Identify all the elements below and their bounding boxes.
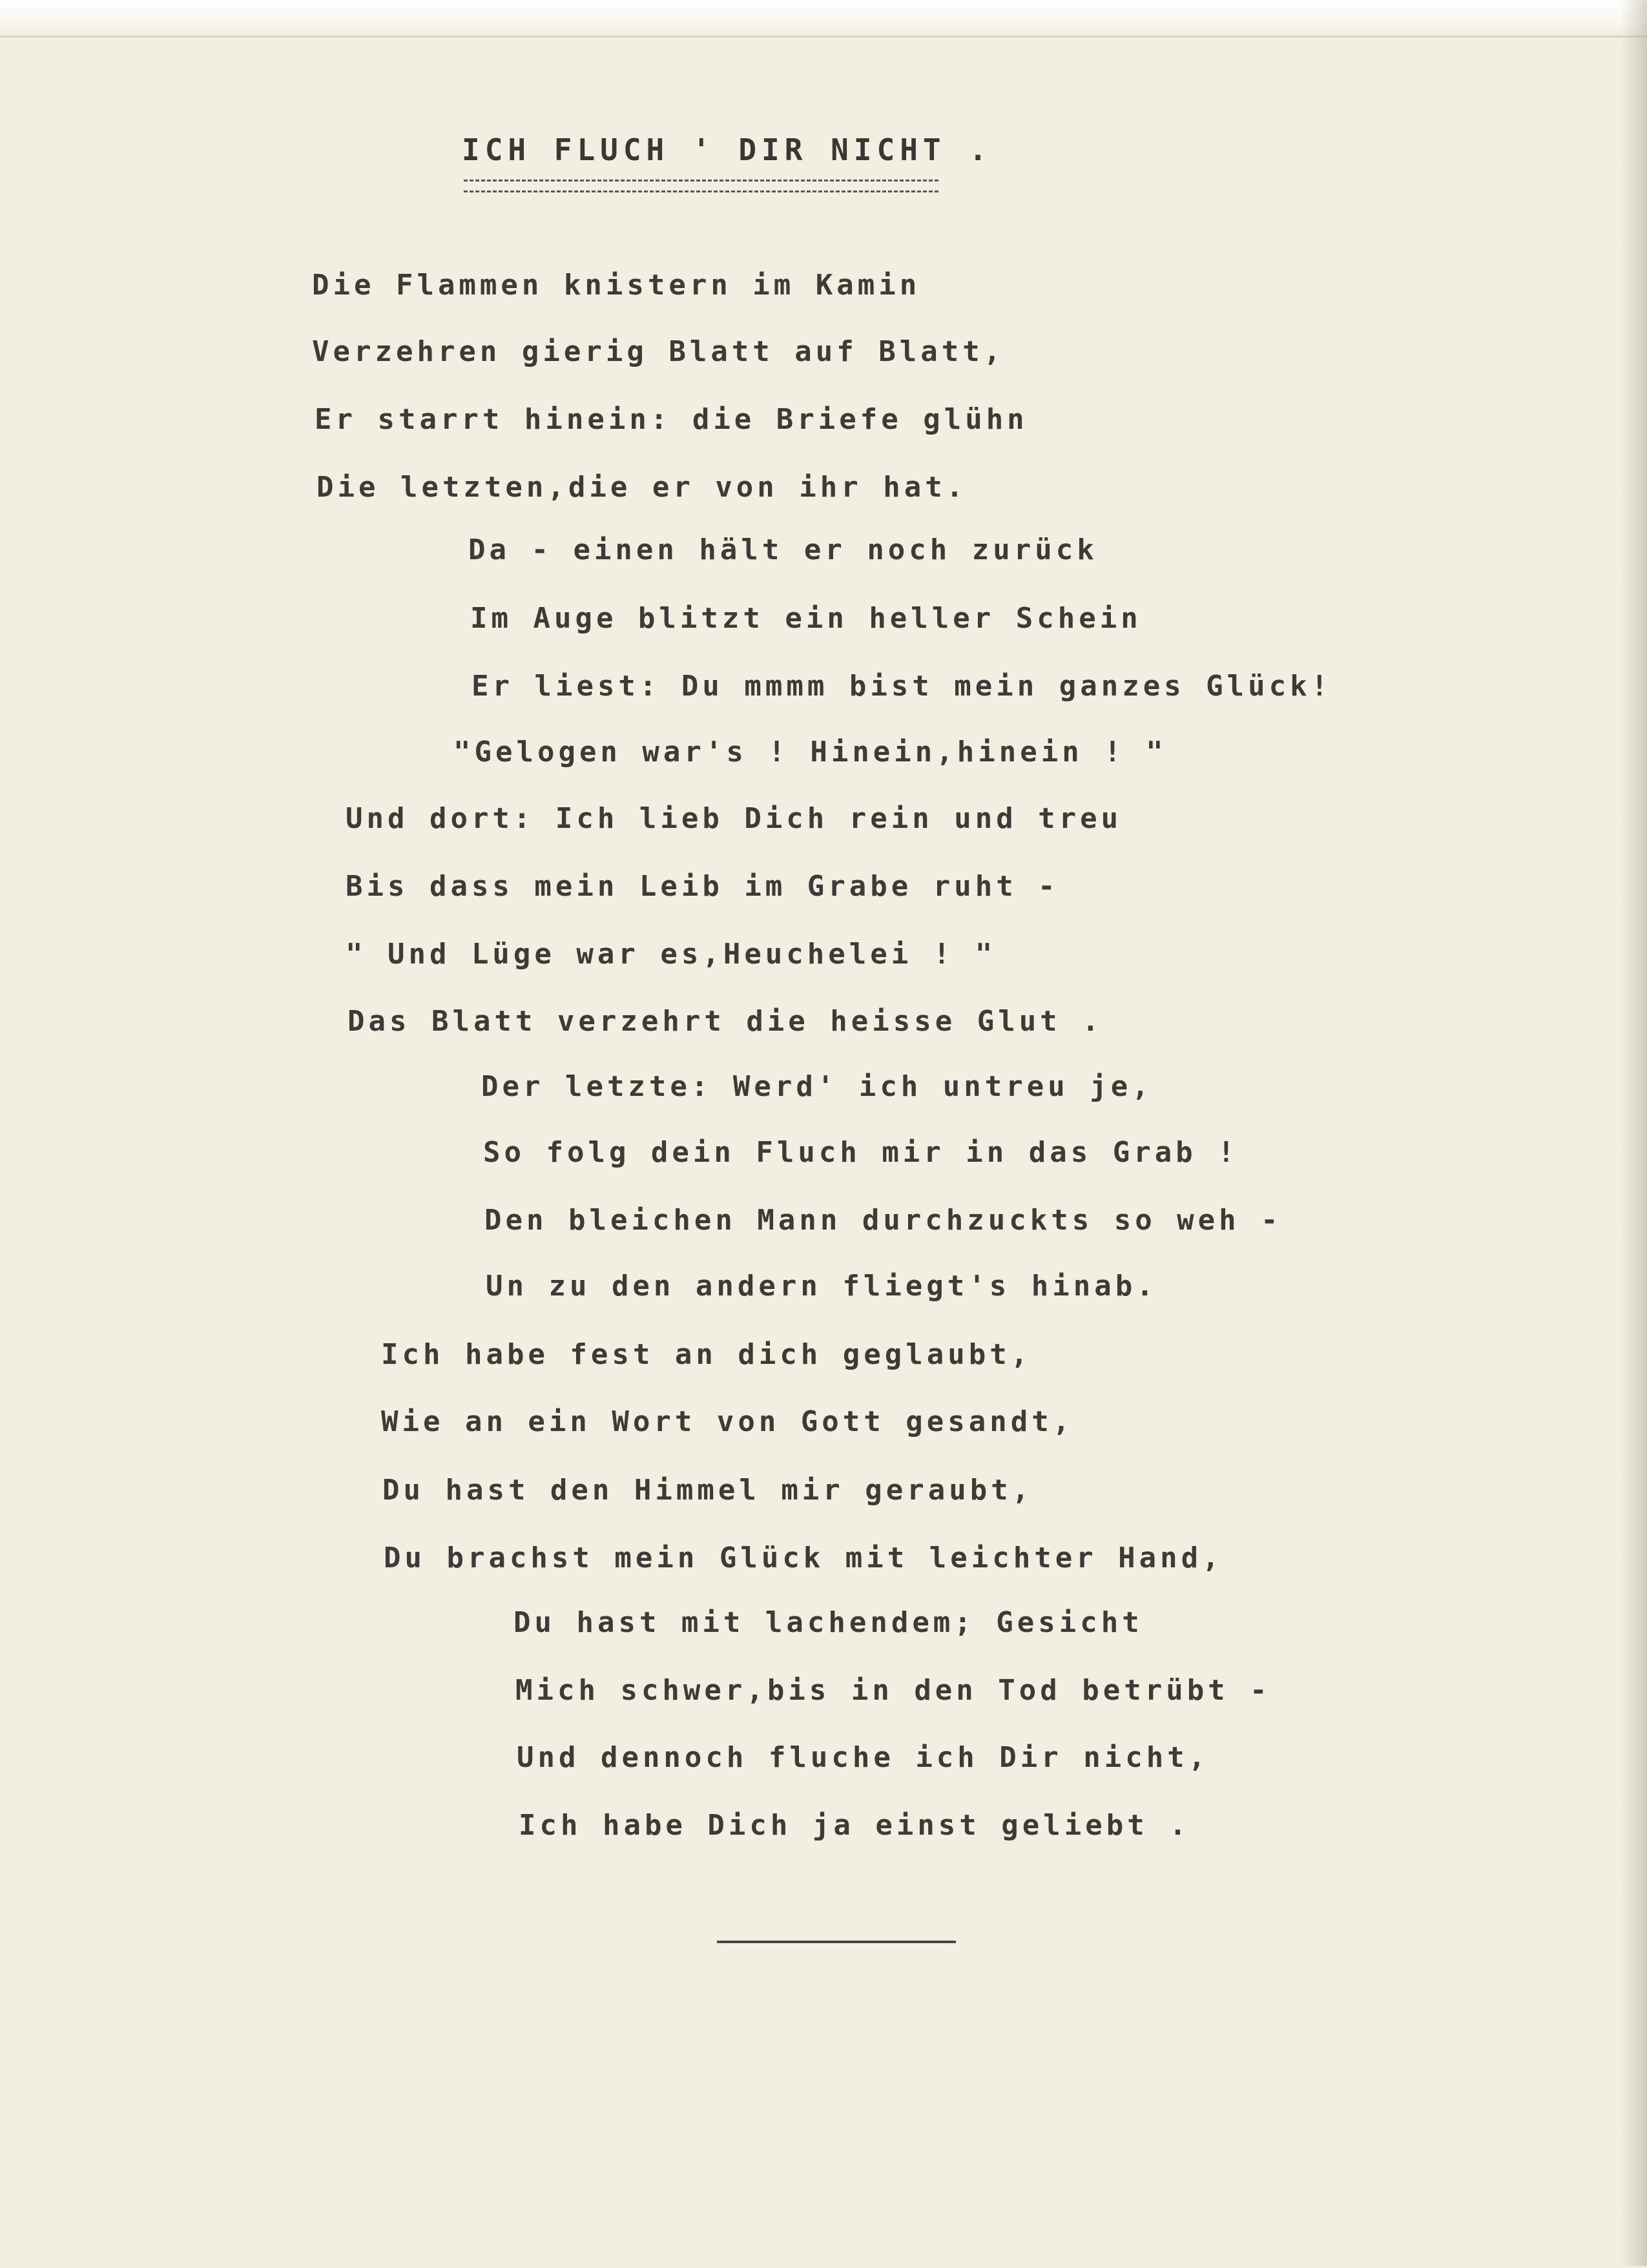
poem-line: Du hast mit lachendem; Gesicht [513, 1606, 1143, 1639]
poem-line: Die letzten,die er von ihr hat. [316, 471, 968, 504]
poem-line: Du hast den Himmel mir geraubt, [382, 1474, 1033, 1507]
poem-line: " Und Lüge war es,Heuchelei ! " [346, 938, 997, 971]
poem-line: Un zu den andern fliegt's hinab. [486, 1270, 1157, 1303]
closing-rule [717, 1941, 956, 1943]
poem-line: Und dennoch fluche ich Dir nicht, [517, 1741, 1210, 1774]
poem-line: Er starrt hinein: die Briefe glühn [315, 403, 1028, 436]
poem-line: Wie an ein Wort von Gott gesandt, [381, 1405, 1074, 1438]
poem-line: Den bleichen Mann durchzuckts so weh - [484, 1204, 1282, 1237]
poem-line: Er liest: Du mmmm bist mein ganzes Glück! [471, 670, 1332, 703]
title-underline [464, 180, 938, 192]
poem-line: Und dort: Ich lieb Dich rein und treu [346, 802, 1123, 835]
poem-line: Die Flammen knistern im Kamin [312, 269, 921, 302]
poem-line: Das Blatt verzehrt die heisse Glut . [347, 1005, 1103, 1038]
poem-line: Da - einen hält er noch zurück [468, 533, 1098, 566]
poem-title: ICH FLUCH ' DIR NICHT . [462, 132, 992, 167]
poem-line: Verzehren gierig Blatt auf Blatt, [312, 335, 1005, 368]
poem-line: Ich habe Dich ja einst geliebt . [519, 1809, 1190, 1842]
poem-line: Bis dass mein Leib im Grabe ruht - [346, 870, 1059, 903]
paper-edge-shadow [1621, 0, 1647, 2266]
poem-line: Ich habe fest an dich geglaubt, [381, 1338, 1032, 1371]
poem-line: Der letzte: Werd' ich untreu je, [481, 1070, 1153, 1103]
poem-line: "Gelogen war's ! Hinein,hinein ! " [453, 736, 1167, 768]
scan-top-margin [0, 0, 1647, 39]
poem-line: So folg dein Fluch mir in das Grab ! [483, 1136, 1239, 1169]
poem-line: Du brachst mein Glück mit leichter Hand, [384, 1541, 1223, 1574]
poem-line: Im Auge blitzt ein heller Schein [470, 602, 1142, 635]
poem-line: Mich schwer,bis in den Tod betrübt - [515, 1674, 1271, 1707]
